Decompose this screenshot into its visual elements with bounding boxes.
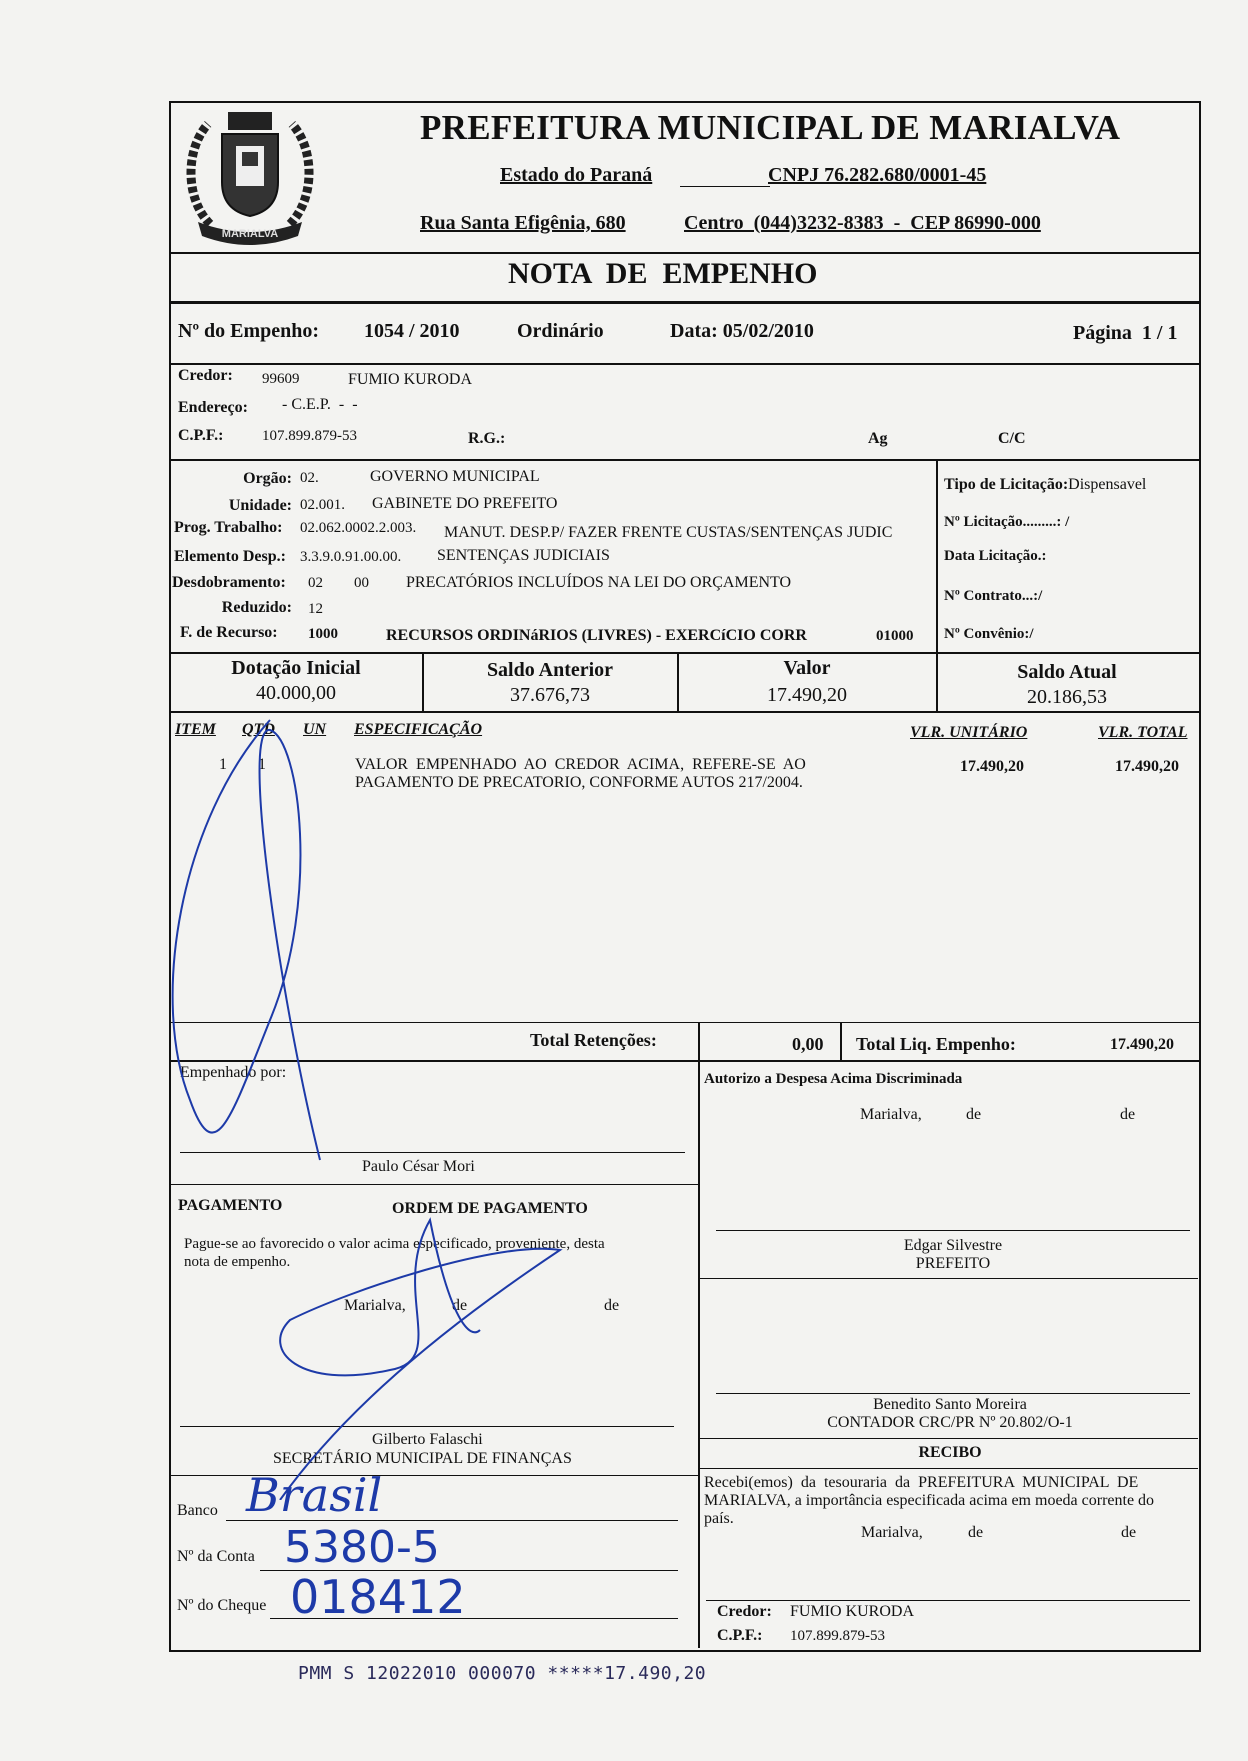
cheque-label: Nº do Cheque (177, 1597, 267, 1614)
dotacao-label: Dotação Inicial (231, 657, 361, 679)
licitacao-contrato: Nº Contrato...:/ (944, 588, 1043, 604)
pagamento-text-line2: nota de empenho. (184, 1254, 291, 1270)
cc-label: C/C (998, 430, 1026, 447)
pagamento-de1: de (452, 1297, 468, 1314)
recibo-credor-label: Credor: (717, 1603, 772, 1620)
retencoes-value: 0,00 (792, 1034, 824, 1054)
empenho-date: Data: 05/02/2010 (670, 320, 814, 342)
divider (936, 459, 938, 654)
row-spec-line2: PAGAMENTO DE PRECATORIO, CONFORME AUTOS 217/2004. (355, 774, 803, 791)
pagamento-text-line1: Pague-se ao favorecido o valor acima especificado, proveniente, desta (184, 1236, 605, 1252)
empenho-label: Nº do Empenho: (178, 320, 320, 342)
licitacao-numero: Nº Licitação.........: / (944, 514, 1070, 530)
signature-loop-2 (270, 1200, 630, 1500)
orgao-name: GOVERNO MUNICIPAL (370, 468, 540, 485)
autorizo-place: Marialva, (860, 1106, 922, 1123)
licitacao-convenio: Nº Convênio:/ (944, 626, 1034, 642)
orgao-label: Orgão: (243, 470, 292, 487)
elem-name: SENTENÇAS JUDICIAIS (437, 547, 610, 564)
autorizo-de1: de (966, 1106, 982, 1123)
retencoes-label: Total Retenções: (530, 1030, 657, 1050)
divider (169, 301, 1199, 304)
divider (698, 1060, 700, 1648)
desd-code2: 00 (354, 575, 369, 591)
crest-text: MARIALVA (221, 228, 279, 240)
autorizo-role: PREFEITO (915, 1255, 991, 1272)
liq-value: 17.490,20 (1110, 1036, 1174, 1053)
prog-code: 02.062.0002.2.003. (300, 520, 417, 536)
empenhado-label: Empenhado por: (180, 1064, 287, 1081)
divider (169, 459, 1199, 461)
valor-value: 17.490,20 (767, 684, 847, 706)
recurso-code2: 01000 (876, 628, 914, 644)
divider (698, 1022, 700, 1062)
desd-name: PRECATÓRIOS INCLUÍDOS NA LEI DO ORÇAMENTO (406, 574, 792, 591)
autorizo-de2: de (1120, 1106, 1136, 1123)
doc-title: NOTA DE EMPENHO (508, 257, 818, 290)
atual-value: 20.186,53 (1027, 686, 1107, 708)
banco-handwritten: Brasil (246, 1468, 383, 1522)
contador-signature-line (716, 1393, 1190, 1394)
header-state-underline (680, 186, 770, 187)
credor-name: FUMIO KURODA (348, 371, 473, 388)
col-vlr-total: VLR. TOTAL (1098, 724, 1188, 741)
divider (840, 1022, 842, 1062)
recibo-title: RECIBO (918, 1444, 982, 1461)
recibo-de2: de (1121, 1524, 1137, 1541)
row-total: 17.490,20 (1115, 758, 1179, 775)
divider (169, 652, 1199, 654)
conta-label: Nº da Conta (177, 1548, 255, 1565)
cpf-value: 107.899.879-53 (262, 428, 357, 444)
recibo-place: Marialva, (861, 1524, 923, 1541)
header-title: PREFEITURA MUNICIPAL DE MARIALVA (420, 108, 1121, 147)
pagamento-label: PAGAMENTO (178, 1197, 283, 1214)
ag-label: Ag (868, 430, 888, 447)
elem-code: 3.3.9.0.91.00.00. (300, 549, 402, 565)
row-item: 1 (219, 756, 227, 773)
banco-label: Banco (177, 1502, 218, 1519)
unidade-code: 02.001. (300, 497, 345, 513)
header-contact: Centro (044)3232-8383 - CEP 86990-000 (684, 212, 1041, 234)
pagamento-signer: Gilberto Falaschi (372, 1431, 483, 1448)
recurso-name: RECURSOS ORDINáRIOS (LIVRES) - EXERCíCIO CORR (386, 627, 807, 644)
unidade-name: GABINETE DO PREFEITO (372, 495, 558, 512)
licitacao-tipo-label: Tipo de Licitação: (944, 476, 1069, 493)
header-address: Rua Santa Efigênia, 680 (420, 212, 626, 234)
empenhado-signer: Paulo César Mori (362, 1158, 475, 1175)
licitacao-tipo (944, 476, 1146, 494)
orgao-code: 02. (300, 470, 319, 486)
empenho-page: Página 1 / 1 (1073, 322, 1178, 344)
licitacao-data: Data Licitação.: (944, 548, 1047, 564)
pagamento-de2: de (604, 1297, 620, 1314)
col-especificacao: ESPECIFICAÇÃO (354, 721, 483, 738)
header-state: Estado do Paraná (500, 164, 653, 186)
rg-label: R.G.: (468, 430, 506, 447)
empenho-type: Ordinário (517, 320, 604, 342)
contador-name: Benedito Santo Moreira (873, 1396, 1027, 1413)
endereco-value: - C.E.P. - - (282, 396, 358, 413)
credor-code: 99609 (262, 371, 300, 387)
divider (698, 1278, 1198, 1279)
recibo-de1: de (968, 1524, 984, 1541)
reduzido-value: 12 (308, 601, 323, 617)
anterior-value: 37.676,73 (510, 684, 590, 706)
divider (169, 1184, 699, 1185)
divider (169, 363, 1199, 365)
anterior-label: Saldo Anterior (486, 659, 614, 681)
autorizo-label: Autorizo a Despesa Acima Discriminada (704, 1071, 963, 1087)
reduzido-label: Reduzido: (221, 599, 292, 616)
licitacao-tipo-value: Dispensavel (1068, 476, 1147, 493)
recurso-code: 1000 (308, 626, 338, 642)
ordem-label: ORDEM DE PAGAMENTO (392, 1200, 588, 1217)
endereco-label: Endereço: (178, 399, 248, 416)
recibo-cpf-value: 107.899.879-53 (790, 1628, 885, 1644)
pagamento-place: Marialva, (344, 1297, 406, 1314)
contador-role: CONTADOR CRC/PR Nº 20.802/O-1 (827, 1414, 1073, 1431)
recibo-text-line1: Recebi(emos) da tesouraria da PREFEITURA MUNICIPAL DE (704, 1474, 1139, 1491)
dotacao-value: 40.000,00 (256, 682, 336, 704)
recibo-text-line2: MARIALVA, a importância especificada acima em moeda corrente do (704, 1492, 1155, 1509)
unidade-label: Unidade: (228, 497, 292, 514)
signature-loop-1 (160, 700, 400, 1180)
divider (698, 1468, 1198, 1469)
recibo-text-line3: país. (704, 1510, 734, 1527)
recibo-cpf-label: C.P.F.: (717, 1627, 763, 1644)
divider (698, 1438, 1198, 1439)
cheque-handwritten: 018412 (290, 1570, 466, 1624)
conta-handwritten: 5380-5 (284, 1522, 440, 1573)
cpf-label: C.P.F.: (178, 427, 224, 444)
credor-label: Credor: (178, 367, 233, 384)
row-qtd: 1 (258, 756, 266, 773)
row-unit: 17.490,20 (960, 758, 1024, 775)
crest-logo (180, 104, 320, 254)
desd-label: Desdobramento: (172, 574, 286, 591)
recurso-label: F. de Recurso: (180, 624, 278, 641)
pagamento-role: SECRETÁRIO MUNICIPAL DE FINANÇAS (273, 1450, 572, 1467)
atual-label: Saldo Atual (1017, 661, 1117, 683)
col-item: ITEM (175, 721, 216, 738)
empenho-number: 1054 / 2010 (364, 320, 460, 342)
row-spec-line1: VALOR EMPENHADO AO CREDOR ACIMA, REFERE-SE AO (355, 756, 806, 773)
desd-code1: 02 (308, 575, 323, 591)
autorizo-signer: Edgar Silvestre (903, 1237, 1003, 1254)
liq-label: Total Liq. Empenho: (856, 1034, 1016, 1054)
elem-label: Elemento Desp.: (174, 548, 286, 565)
recibo-credor-value: FUMIO KURODA (790, 1603, 915, 1620)
prog-label: Prog. Trabalho: (174, 519, 283, 536)
col-un: UN (303, 721, 327, 738)
valor-label: Valor (783, 657, 831, 679)
recibo-signature-line (706, 1600, 1190, 1601)
divider (169, 252, 1199, 254)
autorizo-signature-line (716, 1230, 1190, 1231)
header-cnpj: CNPJ 76.282.680/0001-45 (768, 164, 987, 186)
col-vlr-unitario: VLR. UNITÁRIO (910, 724, 1028, 741)
col-qtd: QTD (242, 721, 275, 738)
payment-stamp: PMM S 12022010 000070 *****17.490,20 (298, 1663, 707, 1684)
prog-name: MANUT. DESP.P/ FAZER FRENTE CUSTAS/SENTENÇAS JUDIC (444, 524, 893, 541)
